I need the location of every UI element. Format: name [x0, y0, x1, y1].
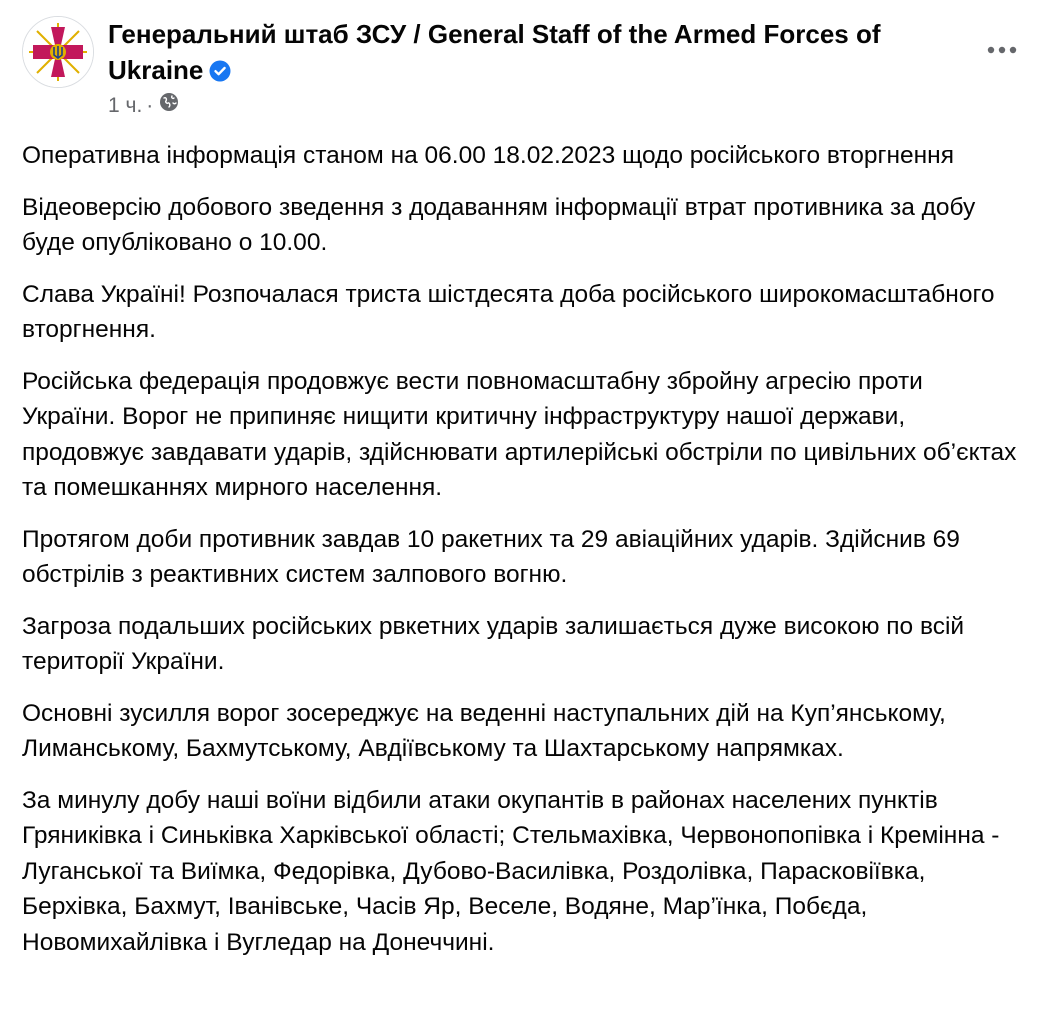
post-paragraph: Протягом доби противник завдав 10 ракетних та 29 авіаційних ударів. Здійснив 69 обстрілів з реактивних систем залпового вогню. [22, 525, 960, 588]
post-paragraph: За минулу добу наші воїни відбили атаки окупантів в районах населених пунктів Гряниківка і Синьківка Харківської області; Стельмахівка, Червонопопівка і Кремінна - Луганської та Виїмка, Федорівка, Дубово-Василівка, Роздолівка, Парасковіївка, Берхівка, Бахмут, Іванівське, Часів Яр, Веселе, Водяне, Мар’їнка, Побєда, Новомихайлівка і Вугледар на Донеччині. [22, 786, 1000, 956]
post-paragraph: Загроза подальших російських рвкетних ударів залишається дуже високою по всій території України. [22, 612, 965, 675]
author-name[interactable]: Генеральний штаб ЗСУ / General Staff of the Armed Forces of Ukraine [108, 19, 881, 85]
post-paragraph: Російська федерація продовжує вести повномасштабну збройну агресію проти України. Ворог не припиняє нищити критичну інфраструктуру нашої держави, продовжує завдавати ударів, здійснювати артилерійські обстріли по цивільних об’єктах та помешканнях мирного населення. [22, 367, 1017, 501]
post-body [22, 138, 1022, 976]
page-avatar[interactable] [22, 16, 94, 88]
general-staff-emblem-icon [23, 17, 93, 87]
post-paragraph: Слава Україні! Розпочалася триста шістдесята доба російського широкомасштабного вторгнення. [22, 280, 995, 343]
author-block [108, 16, 928, 91]
post-timestamp[interactable]: 1 ч. [108, 94, 143, 117]
verified-badge-icon [209, 55, 231, 91]
globe-icon[interactable] [159, 92, 179, 120]
more-options-button[interactable] [978, 34, 1026, 66]
post-paragraph: Основні зусилля ворог зосереджує на веденні наступальних дій на Куп’янському, Лиманському, Бахмутському, Авдіївському та Шахтарському напрямках. [22, 699, 946, 762]
post-paragraph: Відеоверсію добового зведення з додаванням інформації втрат противника за добу буде опубліковано о 10.00. [22, 193, 976, 256]
more-horizontal-icon [987, 46, 1017, 54]
post-meta [108, 92, 179, 120]
meta-separator: · [146, 94, 154, 117]
post-paragraph: Оперативна інформація станом на 06.00 18.02.2023 щодо російського вторгнення [22, 142, 954, 169]
